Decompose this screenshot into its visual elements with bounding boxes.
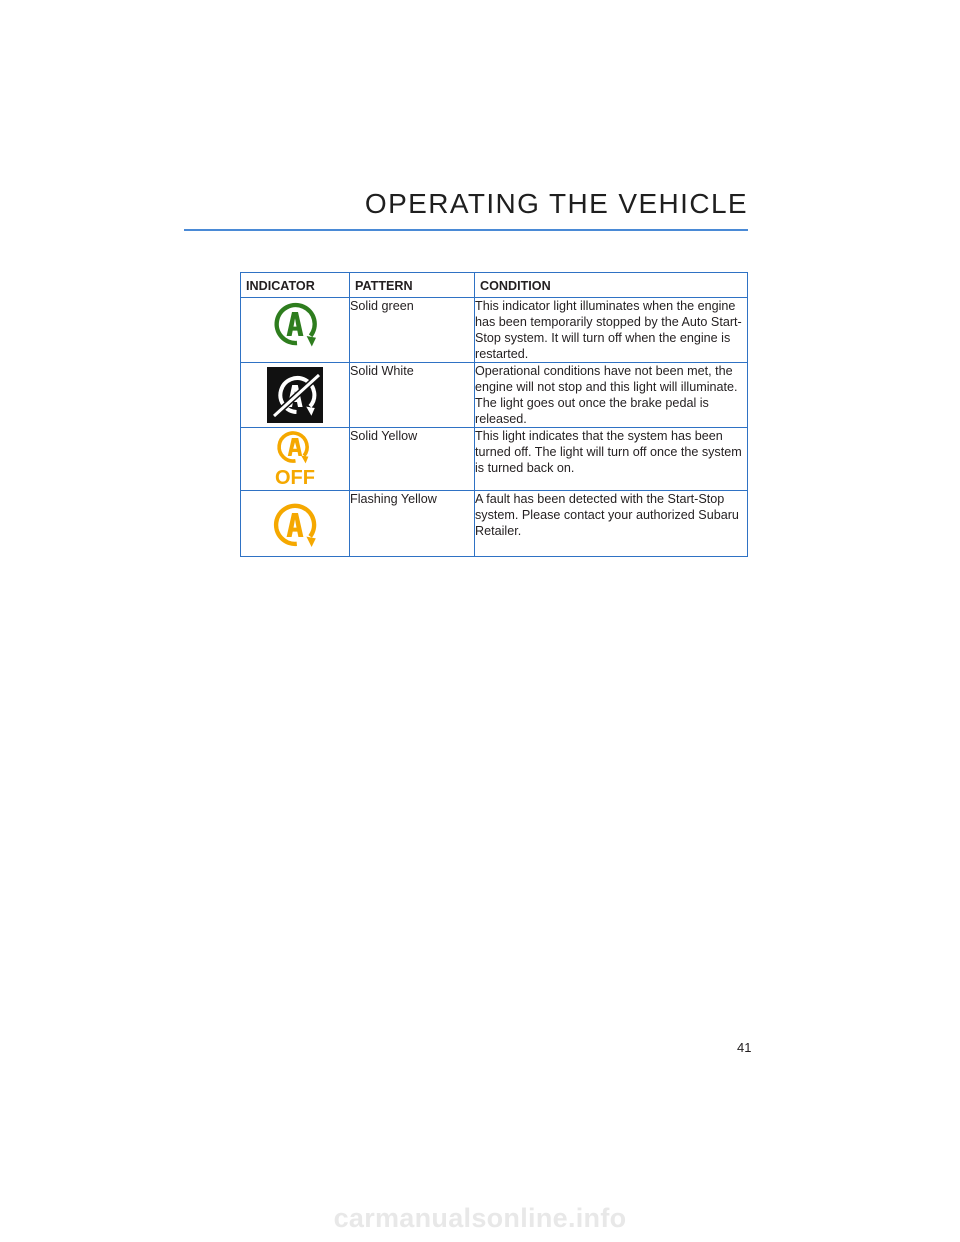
- section-divider: [184, 229, 748, 231]
- auto-stop-white-crossed-icon: [265, 363, 325, 425]
- auto-stop-green-icon: [265, 298, 325, 350]
- condition-cell: This light indicates that the system has been turned off. The light will turn off once the system is turned back on.: [475, 428, 748, 491]
- condition-cell: This indicator light illuminates when the engine has been temporarily stopped by the Auto Start-Stop system. It will turn off when the engine is restarted.: [475, 298, 748, 363]
- table-row: [241, 428, 748, 491]
- indicator-table: [240, 272, 748, 557]
- condition-cell: A fault has been detected with the Start-Stop system. Please contact your authorized Subaru Retailer.: [475, 491, 748, 557]
- page-number: 41: [737, 1040, 752, 1055]
- indicator-cell: [241, 428, 350, 491]
- auto-stop-yellow-icon: [265, 491, 325, 553]
- pattern-cell: Solid green: [350, 298, 475, 363]
- section-title: OPERATING THE VEHICLE: [364, 188, 748, 219]
- column-header-indicator: INDICATOR: [241, 273, 350, 298]
- footer-watermark: carmanualsonline.info: [333, 1203, 627, 1233]
- condition-cell: Operational conditions have not been met, the engine will not stop and this light will illuminate. The light goes out once the brake pedal is released.: [475, 363, 748, 428]
- indicator-cell: [241, 298, 350, 363]
- auto-stop-off-yellow-icon: [265, 428, 325, 490]
- pattern-cell: Solid Yellow: [350, 428, 475, 491]
- indicator-cell: [241, 363, 350, 428]
- column-header-condition: CONDITION: [475, 273, 748, 298]
- table-row: [241, 491, 748, 557]
- table-row: [241, 363, 748, 428]
- pattern-cell: Flashing Yellow: [350, 491, 475, 557]
- off-label: OFF: [275, 467, 315, 489]
- table-row: [241, 298, 748, 363]
- table-header-row: [241, 273, 748, 298]
- indicator-cell: [241, 491, 350, 557]
- column-header-pattern: PATTERN: [350, 273, 475, 298]
- pattern-cell: Solid White: [350, 363, 475, 428]
